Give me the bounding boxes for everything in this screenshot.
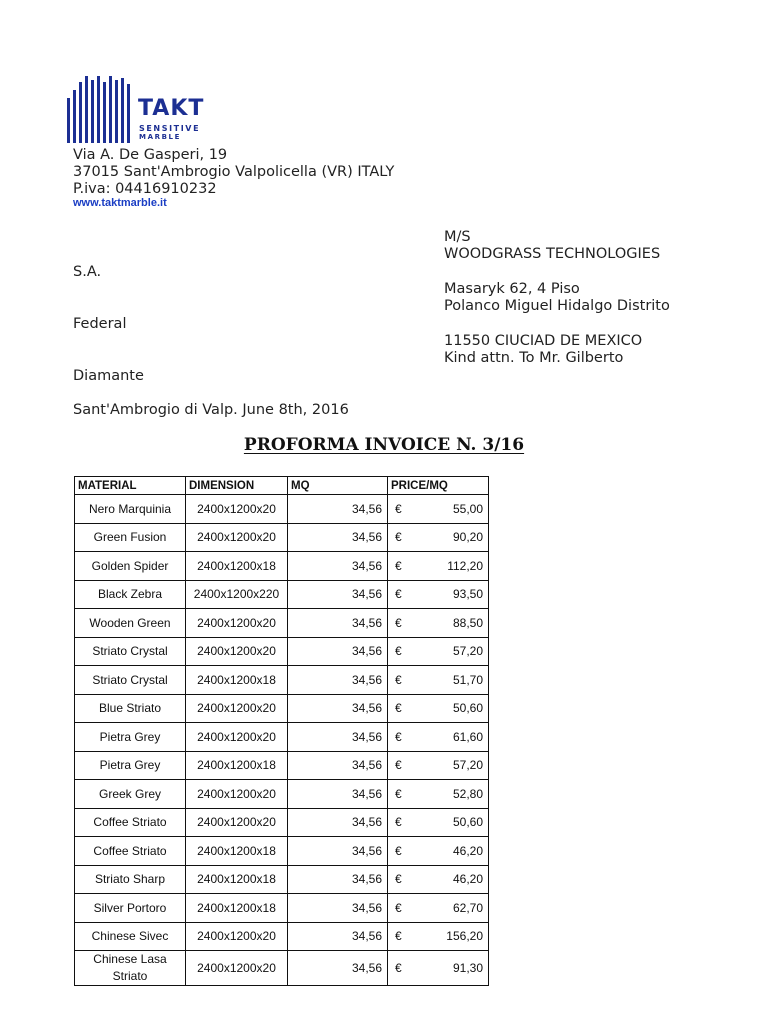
table-row <box>75 609 489 638</box>
cell-dimension: 2400x1200x20 <box>186 609 288 638</box>
cell-price <box>388 495 489 524</box>
price-value: 52,80 <box>452 786 483 801</box>
recipient-attention: Kind attn. To Mr. Gilberto <box>444 350 624 366</box>
currency-symbol: € <box>395 644 402 659</box>
invoice-table <box>74 476 489 986</box>
cell-material: Nero Marquinia <box>75 495 186 524</box>
currency-symbol: € <box>395 786 402 801</box>
cell-price <box>388 523 489 552</box>
table-row <box>75 922 489 951</box>
logo-tagline-2: MARBLE <box>139 133 181 141</box>
currency-symbol: € <box>395 729 402 744</box>
cell-mq: 34,56 <box>288 751 388 780</box>
price-value: 112,20 <box>447 558 483 573</box>
cell-dimension: 2400x1200x20 <box>186 637 288 666</box>
table-row <box>75 837 489 866</box>
price-value: 57,20 <box>452 758 483 773</box>
currency-symbol: € <box>395 501 402 516</box>
table-row <box>75 808 489 837</box>
takt-logo <box>66 76 216 146</box>
cell-price <box>388 808 489 837</box>
table-row <box>75 694 489 723</box>
price-value: 55,00 <box>452 501 483 516</box>
price-value: 88,50 <box>452 615 483 630</box>
cell-mq: 34,56 <box>288 523 388 552</box>
currency-symbol: € <box>395 961 402 975</box>
cell-material: Blue Striato <box>75 694 186 723</box>
cell-material: Coffee Striato <box>75 808 186 837</box>
cell-price <box>388 723 489 752</box>
cell-price <box>388 609 489 638</box>
cell-material: Chinese Lasa Striato <box>75 951 186 986</box>
cell-material: Wooden Green <box>75 609 186 638</box>
price-value: 62,70 <box>452 900 483 915</box>
cell-price <box>388 751 489 780</box>
table-row <box>75 666 489 695</box>
price-value: 91,30 <box>452 961 483 975</box>
cell-mq: 34,56 <box>288 951 388 986</box>
cell-mq: 34,56 <box>288 666 388 695</box>
cell-dimension: 2400x1200x20 <box>186 951 288 986</box>
cell-price <box>388 694 489 723</box>
cell-material: Golden Spider <box>75 552 186 581</box>
cell-dimension: 2400x1200x18 <box>186 666 288 695</box>
cell-mq: 34,56 <box>288 865 388 894</box>
cell-dimension: 2400x1200x20 <box>186 723 288 752</box>
header-material: MATERIAL <box>75 477 186 495</box>
recipient-city: 11550 CIUCIAD DE MEXICO <box>444 333 643 349</box>
cell-mq: 34,56 <box>288 637 388 666</box>
cell-material: Coffee Striato <box>75 837 186 866</box>
sender-vat: P.iva: 04416910232 <box>73 181 217 197</box>
cell-mq: 34,56 <box>288 694 388 723</box>
currency-symbol: € <box>395 843 402 858</box>
cell-mq: 34,56 <box>288 808 388 837</box>
cell-price <box>388 637 489 666</box>
cell-price <box>388 552 489 581</box>
cell-material: Pietra Grey <box>75 751 186 780</box>
recipient-salutation: M/S <box>444 229 471 245</box>
cell-dimension: 2400x1200x18 <box>186 552 288 581</box>
cell-dimension: 2400x1200x220 <box>186 580 288 609</box>
sender-website-link[interactable]: www.taktmarble.it <box>73 197 167 209</box>
header-dimension: DIMENSION <box>186 477 288 495</box>
cell-dimension: 2400x1200x20 <box>186 495 288 524</box>
table-row <box>75 751 489 780</box>
cell-material: Silver Portoro <box>75 894 186 923</box>
cell-material: Pietra Grey <box>75 723 186 752</box>
cell-material: Green Fusion <box>75 523 186 552</box>
currency-symbol: € <box>395 615 402 630</box>
price-value: 50,60 <box>452 815 483 830</box>
logo-tagline-1: SENSITIVE <box>139 124 201 133</box>
date-line: Sant'Ambrogio di Valp. June 8th, 2016 <box>73 402 349 418</box>
price-value: 57,20 <box>452 644 483 659</box>
cell-dimension: 2400x1200x20 <box>186 694 288 723</box>
cell-mq: 34,56 <box>288 780 388 809</box>
cell-dimension: 2400x1200x18 <box>186 837 288 866</box>
table-row <box>75 495 489 524</box>
cell-dimension: 2400x1200x18 <box>186 865 288 894</box>
table-row <box>75 780 489 809</box>
cell-mq: 34,56 <box>288 894 388 923</box>
logo-lockup <box>66 76 216 146</box>
price-value: 46,20 <box>452 872 483 887</box>
logo-bars-icon <box>66 76 132 146</box>
cell-dimension: 2400x1200x18 <box>186 894 288 923</box>
cell-price <box>388 894 489 923</box>
cell-material: Greek Grey <box>75 780 186 809</box>
currency-symbol: € <box>395 558 402 573</box>
recipient-name-cont: S.A. <box>73 264 102 280</box>
cell-dimension: 2400x1200x20 <box>186 780 288 809</box>
header-price: PRICE/MQ <box>388 477 489 495</box>
recipient-name: WOODGRASS TECHNOLOGIES <box>444 246 661 262</box>
price-value: 156,20 <box>446 929 483 944</box>
cell-dimension: 2400x1200x18 <box>186 751 288 780</box>
cell-mq: 34,56 <box>288 609 388 638</box>
price-value: 93,50 <box>452 587 483 602</box>
price-value: 51,70 <box>452 672 483 687</box>
cell-mq: 34,56 <box>288 495 388 524</box>
cell-mq: 34,56 <box>288 922 388 951</box>
recipient-street: Masaryk 62, 4 Piso <box>444 281 580 297</box>
invoice-title <box>0 434 768 456</box>
cell-material: Chinese Sivec <box>75 922 186 951</box>
cell-mq: 34,56 <box>288 723 388 752</box>
recipient-attention-cont: Diamante <box>73 368 144 384</box>
table-row <box>75 637 489 666</box>
currency-symbol: € <box>395 530 402 545</box>
price-value: 50,60 <box>452 701 483 716</box>
cell-mq: 34,56 <box>288 837 388 866</box>
cell-price <box>388 922 489 951</box>
cell-dimension: 2400x1200x20 <box>186 523 288 552</box>
recipient-district-cont: Federal <box>73 316 127 332</box>
table-row <box>75 865 489 894</box>
price-value: 61,60 <box>452 729 483 744</box>
currency-symbol: € <box>395 758 402 773</box>
price-value: 90,20 <box>452 530 483 545</box>
table-row <box>75 951 489 986</box>
table-header-row <box>75 477 489 495</box>
cell-mq: 34,56 <box>288 552 388 581</box>
cell-price <box>388 780 489 809</box>
sender-address-line1: Via A. De Gasperi, 19 <box>73 147 228 163</box>
header-mq: MQ <box>288 477 388 495</box>
cell-price <box>388 837 489 866</box>
cell-material: Striato Crystal <box>75 666 186 695</box>
currency-symbol: € <box>395 672 402 687</box>
currency-symbol: € <box>395 815 402 830</box>
invoice-title-text: PROFORMA INVOICE N. 3/16 <box>243 435 525 455</box>
table-row <box>75 580 489 609</box>
logo-word: TAKT <box>138 96 205 121</box>
table-row <box>75 523 489 552</box>
currency-symbol: € <box>395 701 402 716</box>
cell-price <box>388 580 489 609</box>
currency-symbol: € <box>395 587 402 602</box>
cell-material: Black Zebra <box>75 580 186 609</box>
currency-symbol: € <box>395 929 402 944</box>
cell-price <box>388 865 489 894</box>
sender-address-line2: 37015 Sant'Ambrogio Valpolicella (VR) ITALY <box>73 164 395 180</box>
cell-material: Striato Sharp <box>75 865 186 894</box>
currency-symbol: € <box>395 900 402 915</box>
table-row <box>75 894 489 923</box>
currency-symbol: € <box>395 872 402 887</box>
cell-price <box>388 666 489 695</box>
cell-price <box>388 951 489 986</box>
table-row <box>75 723 489 752</box>
cell-mq: 34,56 <box>288 580 388 609</box>
price-value: 46,20 <box>452 843 483 858</box>
cell-dimension: 2400x1200x20 <box>186 808 288 837</box>
table-row <box>75 552 489 581</box>
cell-material: Striato Crystal <box>75 637 186 666</box>
recipient-district: Polanco Miguel Hidalgo Distrito <box>444 298 670 314</box>
cell-dimension: 2400x1200x20 <box>186 922 288 951</box>
